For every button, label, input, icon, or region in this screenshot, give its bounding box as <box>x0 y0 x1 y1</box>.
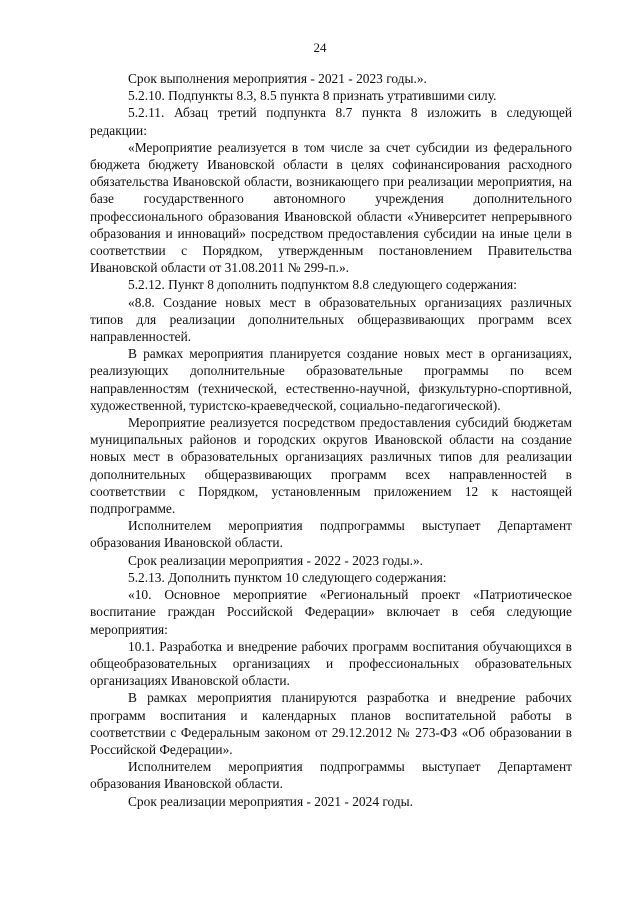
paragraph: «Мероприятие реализуется в том числе за счет субсидии из федерального бюджета бюджету Ивановской области в целях софинансирования расходного обязательства Ивановской области, возникающего при реализации мероприятия, на базе государственного автономного учреждения дополнительного профессионального образования Ивановской области «Университет непрерывного образования и инноваций» посредством предоставления субсидии на иные цели в соответствии с Порядком, утвержденным постановлением Правительства Ивановской области от 31.08.2011 № 299-п.». <box>90 139 572 276</box>
page-number: 24 <box>313 40 327 55</box>
paragraph: 5.2.13. Дополнить пунктом 10 следующего содержания: <box>128 569 447 585</box>
paragraph: Мероприятие реализуется посредством предоставления субсидий бюджетам муниципальных районов и городских округов Ивановской области на создание новых мест в образовательных организациях различных типов для реализации дополнительных общеразвивающих программ всех направленностей в соответствии с Порядком, установленным приложением 12 к настоящей подпрограмме. <box>90 415 572 517</box>
paragraph: Срок реализации мероприятия - 2021 - 2024 годы. <box>128 793 413 809</box>
paragraph: Срок реализации мероприятия - 2022 - 2023 годы.». <box>128 552 424 568</box>
paragraph: 5.2.10. Подпункты 8.3, 8.5 пункта 8 признать утратившими силу. <box>128 88 497 104</box>
paragraph: «10. Основное мероприятие «Региональный проект «Патриотическое воспитание граждан Российской Федерации» включает в себя следующие мероприятия: <box>90 587 572 637</box>
paragraph: 5.2.11. Абзац третий подпункта 8.7 пункта 8 изложить в следующей редакции: <box>90 105 572 138</box>
paragraph: Исполнителем мероприятия подпрограммы выступает Департамент образования Ивановской области. <box>90 759 572 792</box>
document-body <box>90 70 572 810</box>
paragraph: Исполнителем мероприятия подпрограммы выступает Департамент образования Ивановской области. <box>90 518 572 551</box>
paragraph: Срок выполнения мероприятия - 2021 - 2023 годы.». <box>128 71 427 86</box>
paragraph: 10.1. Разработка и внедрение рабочих программ воспитания обучающихся в общеобразовательных организациях и профессиональных образовательных организациях Ивановской области. <box>90 638 572 689</box>
paragraph: 5.2.12. Пункт 8 дополнить подпунктом 8.8 следующего содержания: <box>128 277 517 293</box>
paragraph: «8.8. Создание новых мест в образовательных организациях различных типов для реализации дополнительных общеразвивающих программ всех направленностей. <box>90 294 572 345</box>
paragraph: В рамках мероприятия планируются разработка и внедрение рабочих программ воспитания и календарных планов воспитательной работы в соответствии с Федеральным законом от 29.12.2012 № 273-ФЗ «Об образовании в Российской Федерации». <box>90 690 572 757</box>
paragraph: В рамках мероприятия планируется создание новых мест в организациях, реализующих дополнительные образовательные программы по всем направленностям (технической, естественно-научной, физкультурно-спортивной, художественной, туристско-краеведческой, социально-педагогической). <box>90 346 572 413</box>
